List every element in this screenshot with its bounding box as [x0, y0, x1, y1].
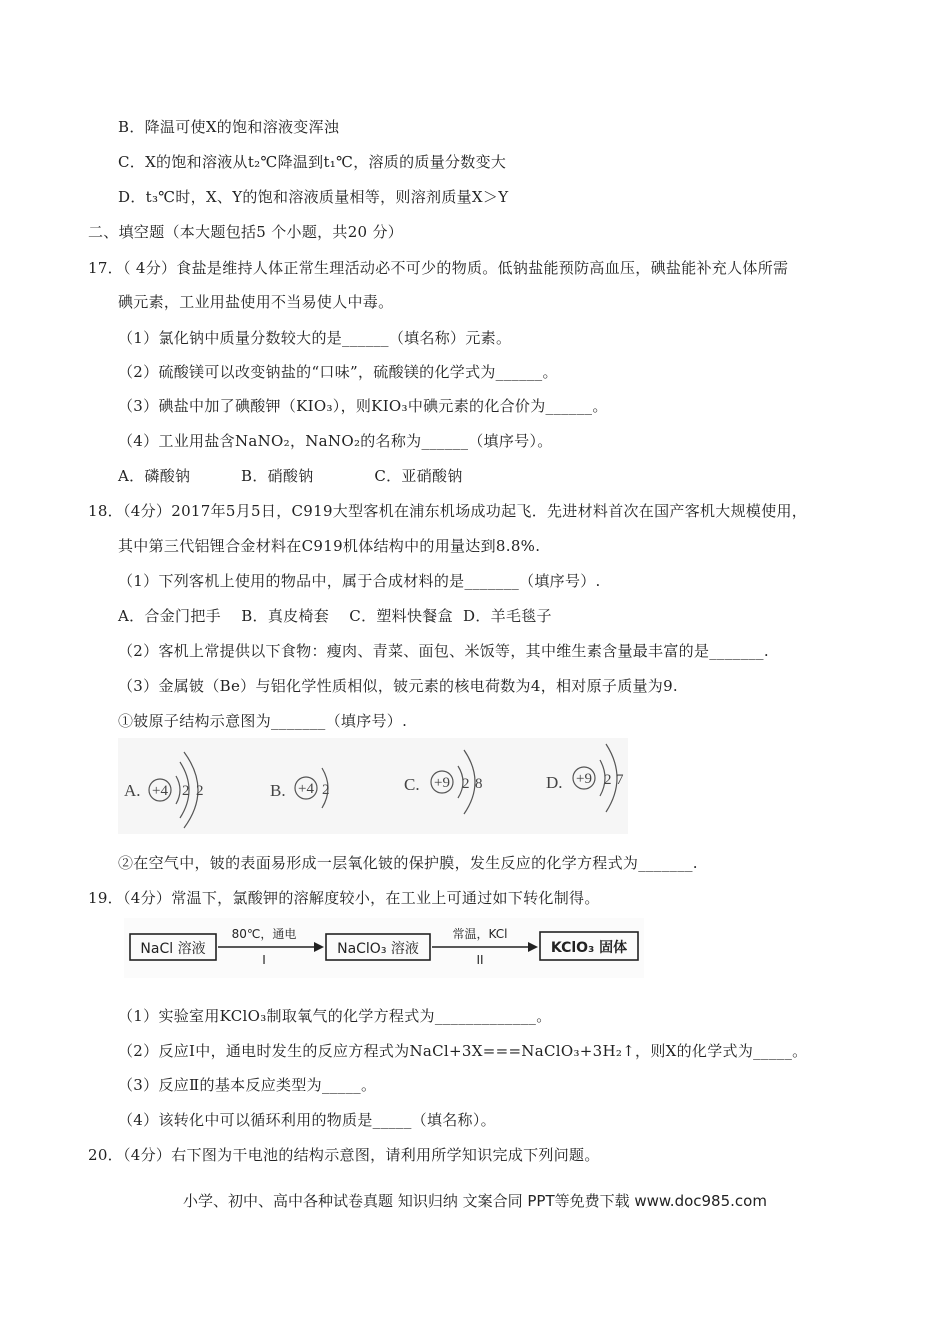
atom-a-label: A. [124, 781, 141, 800]
q18-sub2: ②在空气中，铍的表面易形成一层氧化铍的保护膜，发生反应的化学方程式为_______. [118, 854, 698, 872]
q19-part3: （3）反应Ⅱ的基本反应类型为_____。 [118, 1076, 377, 1094]
atom-d-nucleus: +9 [576, 771, 592, 787]
q17-part4: （4）工业用盐含NaNO₂，NaNO₂的名称为______（填序号）。 [118, 432, 553, 450]
atom-a-shell2: 2 [196, 783, 204, 799]
atom-b-shell1: 2 [322, 782, 330, 798]
atom-b-nucleus: +4 [298, 781, 314, 797]
q19-part2: （2）反应Ⅰ中，通电时发生的反应方程式为NaCl+3X===NaClO₃+3H₂↑，则X的化学式为_____。 [118, 1042, 808, 1060]
option-c: C．X的饱和溶液从t₂℃降温到t₁℃，溶质的质量分数变大 [118, 153, 507, 171]
flow-arrow2-label: II [476, 953, 484, 967]
atom-a-nucleus: +4 [152, 783, 168, 799]
atom-c-nucleus: +9 [434, 775, 450, 791]
q18-sub1: ①铍原子结构示意图为_______（填序号）. [118, 712, 408, 730]
option-d: D．t₃℃时，X、Y的饱和溶液质量相等，则溶剂质量X＞Y [118, 188, 509, 206]
q17-part2: （2）硫酸镁可以改变钠盐的“口味”，硫酸镁的化学式为______。 [118, 363, 558, 381]
q17-part1: （1）氯化钠中质量分数较大的是______（填名称）元素。 [118, 329, 512, 347]
q18-part1-options: A．合金门把手 B．真皮椅套 C．塑料快餐盒 D．羊毛毯子 [118, 607, 552, 625]
atom-c-shell1: 2 [462, 776, 470, 792]
atom-a-shell1: 2 [182, 783, 190, 799]
atom-c-shell2: 8 [475, 776, 483, 792]
atom-d-label: D. [546, 773, 563, 792]
atom-c-label: C. [404, 775, 420, 794]
atom-structure-figure [118, 738, 628, 834]
flow-arrow2-condition: 常温，KCl [452, 927, 508, 941]
atom-b-label: B. [270, 781, 286, 800]
conversion-flow-diagram [124, 918, 644, 978]
q18-part2: （2）客机上常提供以下食物：瘦肉、青菜、面包、米饭等，其中维生素含量最丰富的是_______. [118, 642, 769, 660]
page-footer: 小学、初中、高中各种试卷真题 知识归纳 文案合同 PPT等免费下载 www.doc985.com [183, 1192, 767, 1210]
q18-stem-line1: 18．（4分）2017年5月5日，C919大型客机在浦东机场成功起飞．先进材料首次在国产客机大规模使用， [88, 502, 808, 520]
q17-part3: （3）碘盐中加了碘酸钾（KIO₃），则KIO₃中碘元素的化合价为______。 [118, 397, 608, 415]
q17-stem-line2: 碘元素，工业用盐使用不当易使人中毒。 [118, 293, 394, 311]
option-b: B．降温可使X的饱和溶液变浑浊 [118, 118, 340, 136]
flow-box-kclo3-text: KClO₃ 固体 [550, 940, 628, 956]
section-title: 二、填空题（本大题包括5 个小题，共20 分） [88, 223, 404, 241]
flow-box-nacl-text: NaCl 溶液 [140, 941, 206, 957]
atom-d-shell2: 7 [616, 772, 624, 788]
atom-d-shell1: 2 [604, 772, 612, 788]
flow-box-naclo3-text: NaClO₃ 溶液 [337, 941, 419, 957]
q17-options: A．磷酸钠 B．硝酸钠 C．亚硝酸钠 [118, 467, 463, 485]
q19-stem: 19．（4分）常温下，氯酸钾的溶解度较小，在工业上可通过如下转化制得。 [88, 889, 600, 907]
q20-stem: 20．（4分）右下图为干电池的结构示意图，请利用所学知识完成下列问题。 [88, 1146, 600, 1164]
q17-stem-line1: 17．（ 4分）食盐是维持人体正常生理活动必不可少的物质。低钠盐能预防高血压，碘盐能补充人体所需 [88, 259, 789, 277]
q18-part1: （1）下列客机上使用的物品中，属于合成材料的是_______（填序号）. [118, 572, 601, 590]
q18-part3: （3）金属铍（Be）与铝化学性质相似，铍元素的核电荷数为4，相对原子质量为9. [118, 677, 679, 695]
q18-stem-line2: 其中第三代铝锂合金材料在C919机体结构中的用量达到8.8%. [118, 537, 541, 555]
q19-part4: （4）该转化中可以循环利用的物质是_____（填名称）。 [118, 1111, 496, 1129]
flow-arrow1-label: I [262, 953, 266, 967]
flow-arrow1-condition: 80℃，通电 [231, 927, 297, 941]
q19-part1: （1）实验室用KClO₃制取氧气的化学方程式为_____________。 [118, 1007, 552, 1025]
